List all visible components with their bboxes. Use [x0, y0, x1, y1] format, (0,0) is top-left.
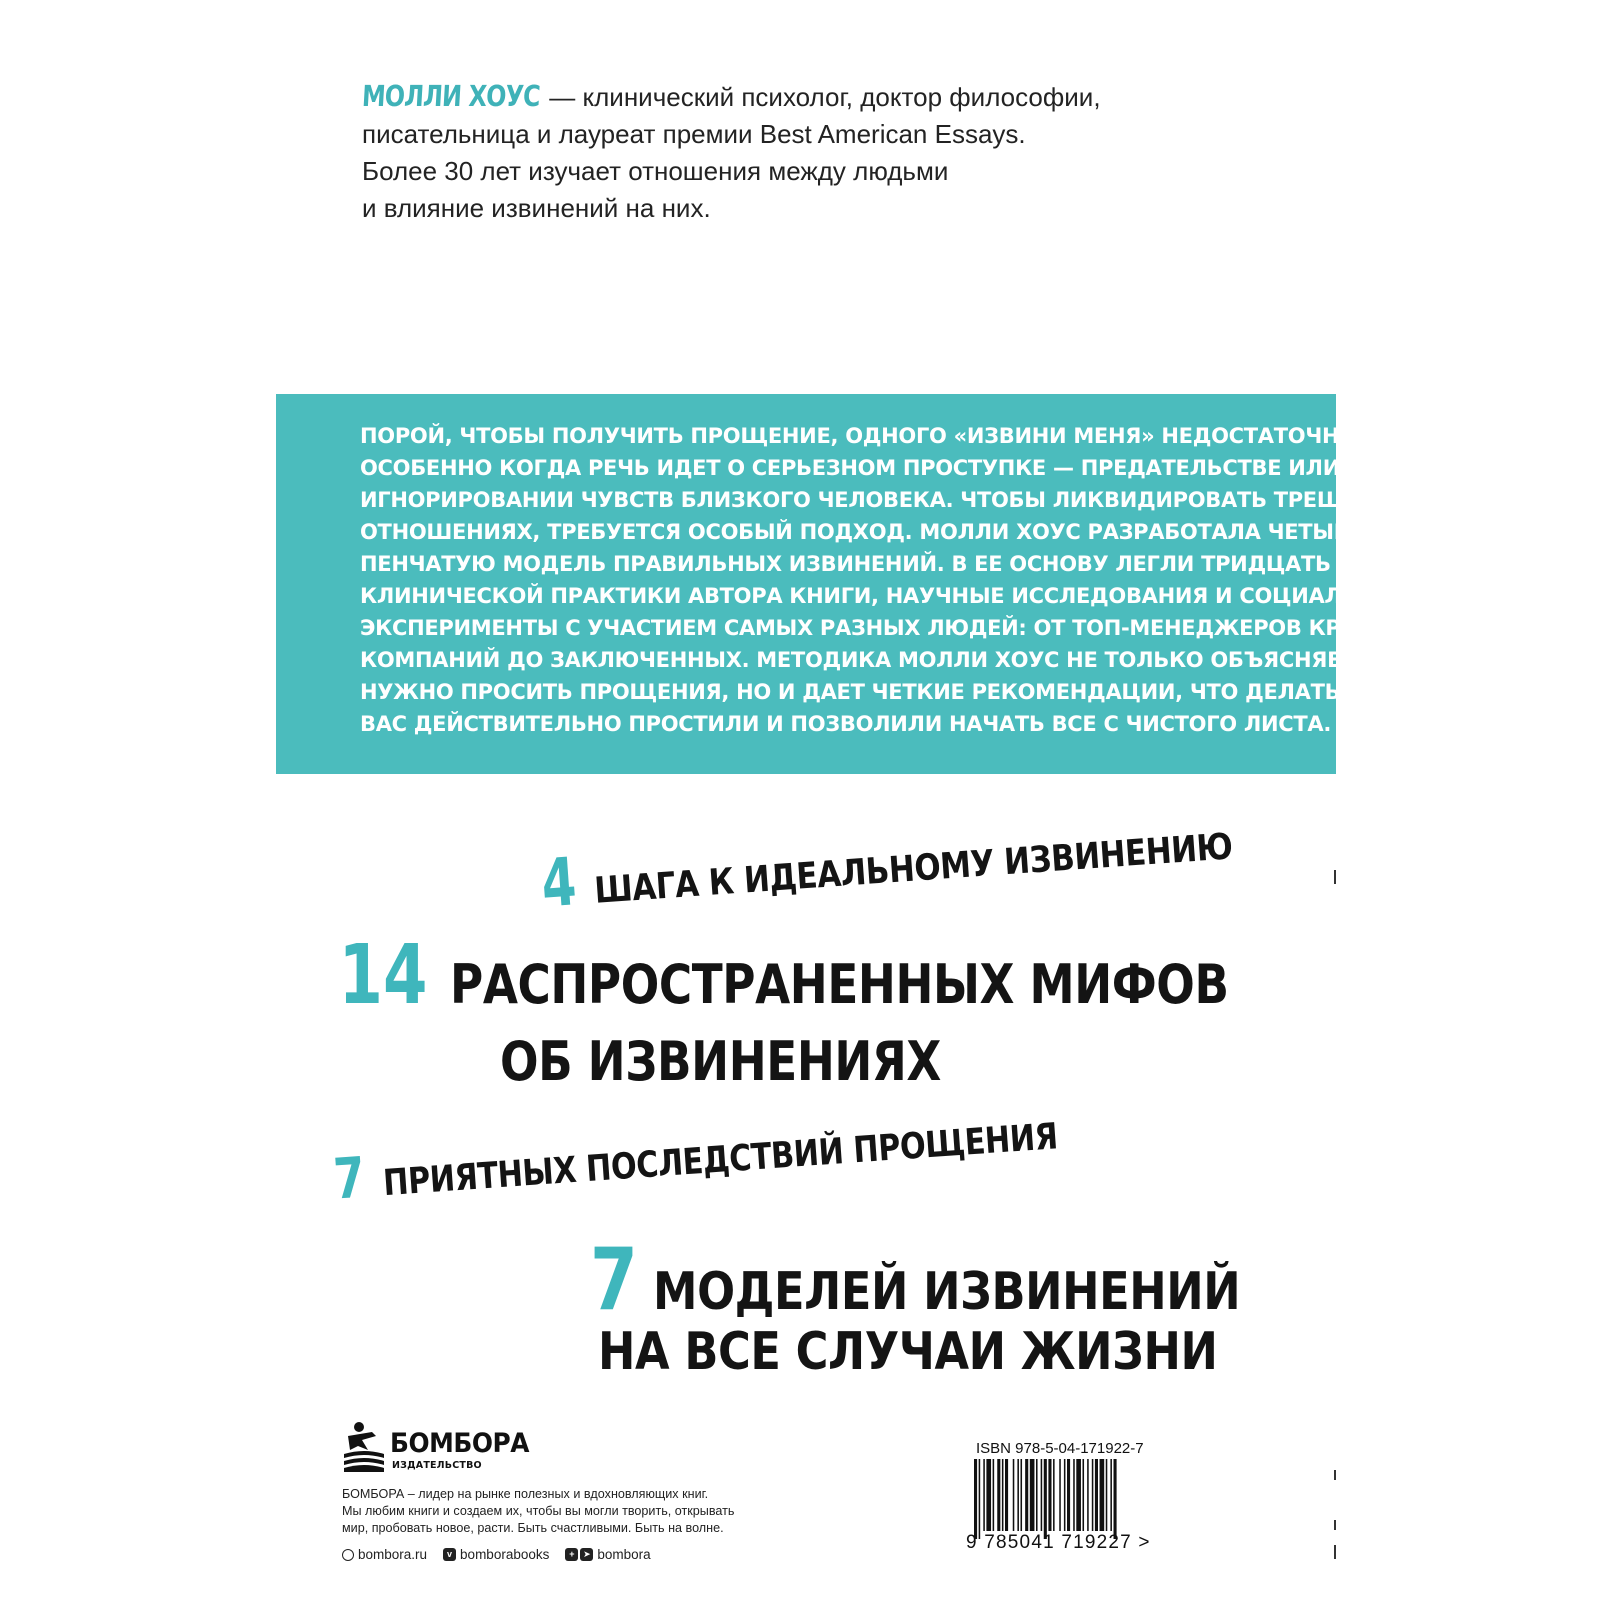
description-box — [276, 394, 1452, 774]
barcode-bar — [974, 1459, 977, 1539]
highlight-models-line2 — [598, 1322, 1318, 1382]
publisher-block — [342, 1420, 862, 1562]
publisher-description — [342, 1486, 862, 1537]
bio-line-1 — [362, 78, 1182, 116]
highlight-number: 7 — [331, 1145, 368, 1213]
telegram-link[interactable] — [565, 1547, 650, 1562]
barcode-bar — [1036, 1459, 1038, 1531]
barcode-bar — [1110, 1459, 1112, 1531]
bio-line-4: и влияние извинений на них. — [362, 193, 711, 223]
publisher-subtitle: ИЗДАТЕЛЬСТВО — [392, 1460, 482, 1471]
globe-icon — [342, 1549, 354, 1561]
bio-line-2: писательница и лауреат премии Best American Essays. — [362, 119, 1026, 149]
description-line: ПЕНЧАТУЮ МОДЕЛЬ ПРАВИЛЬНЫХ ИЗВИНЕНИЙ. В ЕЕ ОСНОВУ ЛЕГЛИ ТРИДЦАТЬ ЛЕТ — [360, 552, 1383, 576]
barcode-bar — [1076, 1459, 1081, 1531]
barcode-bar — [997, 1459, 1000, 1531]
barcode-bar — [1083, 1459, 1085, 1531]
barcode-bar — [986, 1459, 991, 1531]
barcode-bar — [1073, 1459, 1075, 1531]
publisher-description-line: БОМБОРА – лидер на рынке полезных и вдохновляющих книг. — [342, 1487, 709, 1501]
highlight-models — [584, 1230, 1336, 1330]
isbn-barcode — [966, 1440, 1202, 1553]
vk-icon: v — [443, 1548, 456, 1561]
highlight-text: НА ВСЕ СЛУЧАИ ЖИЗНИ — [598, 1322, 1218, 1382]
publisher-links — [342, 1547, 862, 1562]
highlight-consequences — [328, 1088, 1187, 1213]
barcode-bar — [1059, 1459, 1061, 1531]
vk-link-label: bomborabooks — [460, 1547, 550, 1562]
edge-mark — [1334, 1545, 1336, 1559]
highlight-text: РАСПРОСТРАНЕННЫХ МИФОВ — [449, 953, 1229, 1016]
barcode-bar — [979, 1459, 981, 1539]
highlight-steps — [533, 790, 1337, 923]
description-line: КОМПАНИЙ ДО ЗАКЛЮЧЕННЫХ. МЕТОДИКА МОЛЛИ ХОУС НЕ ТОЛЬКО ОБЪЯСНЯЕТ, КАК — [360, 648, 1420, 672]
description-line: ЭКСПЕРИМЕНТЫ С УЧАСТИЕМ САМЫХ РАЗНЫХ ЛЮДЕЙ: ОТ ТОП-МЕНЕДЖЕРОВ КРУПНЫХ — [360, 616, 1429, 640]
barcode-bar — [993, 1459, 995, 1531]
barcode-bar — [1044, 1459, 1047, 1539]
author-name: МОЛЛИ ХОУС — [361, 79, 541, 113]
description-line: ОТНОШЕНИЯХ, ТРЕБУЕТСЯ ОСОБЫЙ ПОДХОД. МОЛЛИ ХОУС РАЗРАБОТАЛА ЧЕТЫРЕХСТУ- — [360, 520, 1433, 544]
barcode-bar — [1106, 1459, 1108, 1531]
barcode-bar — [1092, 1459, 1094, 1531]
description-text — [360, 420, 1452, 740]
telegram-icon: ➤ — [580, 1548, 593, 1561]
website-link-label: bombora.ru — [358, 1547, 428, 1562]
highlight-text: ОБ ИЗВИНЕНИЯХ — [500, 1030, 941, 1093]
isbn-label: ISBN 978-5-04-171922-7 — [976, 1440, 1144, 1457]
bio-line-3: Более 30 лет изучает отношения между людьми — [362, 156, 949, 186]
plus-icon: + — [565, 1548, 578, 1561]
barcode-bar — [1087, 1459, 1089, 1531]
highlight-myths-line2 — [500, 1030, 1025, 1093]
highlight-text: МОДЕЛЕЙ ИЗВИНЕНИЙ — [653, 1262, 1241, 1322]
edge-mark — [1334, 1470, 1336, 1480]
barcode-image — [972, 1459, 1172, 1539]
description-line: ОСОБЕННО КОГДА РЕЧЬ ИДЕТ О СЕРЬЕЗНОМ ПРОСТУПКЕ — ПРЕДАТЕЛЬСТВЕ ИЛИ ДОЛГОМ — [360, 456, 1452, 480]
publisher-name: БОМБОРА — [390, 1428, 530, 1459]
description-line: КЛИНИЧЕСКОЙ ПРАКТИКИ АВТОРА КНИГИ, НАУЧНЫЕ ИССЛЕДОВАНИЯ И СОЦИАЛЬНЫЕ — [360, 584, 1411, 608]
barcode-bar — [1048, 1459, 1051, 1531]
highlight-number: 4 — [539, 843, 579, 923]
barcode-bar — [1002, 1459, 1004, 1531]
barcode-bar — [1064, 1459, 1066, 1531]
barcode-bar — [1005, 1459, 1008, 1531]
barcode-bar — [1114, 1459, 1117, 1539]
highlight-text: ШАГА К ИДЕАЛЬНОМУ ИЗВИНЕНИЮ — [592, 826, 1234, 912]
publisher-description-line: Мы любим книги и создаем их, чтобы вы могли творить, открывать — [342, 1504, 735, 1518]
highlight-myths — [326, 928, 1377, 1023]
highlight-text: ПРИЯТНЫХ ПОСЛЕДСТВИЙ ПРОЩЕНИЯ — [381, 1116, 1059, 1205]
description-line: ИГНОРИРОВАНИИ ЧУВСТВ БЛИЗКОГО ЧЕЛОВЕКА. ЧТОБЫ ЛИКВИДИРОВАТЬ ТРЕЩИНУ В — [360, 488, 1418, 512]
barcode-bar — [1095, 1459, 1098, 1531]
edge-mark — [1334, 1520, 1336, 1530]
barcode-bar — [1067, 1459, 1070, 1531]
barcode-bar — [983, 1459, 985, 1531]
bio-line-1-text: — клинический психолог, доктор философии, — [549, 82, 1101, 112]
barcode-bar — [1021, 1459, 1023, 1531]
highlight-number: 7 — [589, 1230, 638, 1330]
barcode-bar — [1100, 1459, 1105, 1531]
edge-mark — [1334, 870, 1336, 884]
barcode-bar — [1041, 1459, 1043, 1531]
barcode-bar — [1013, 1459, 1015, 1531]
bombora-logo-icon — [342, 1420, 386, 1472]
publisher-logo — [342, 1420, 862, 1476]
vk-link[interactable] — [443, 1547, 549, 1562]
description-line: ПОРОЙ, ЧТОБЫ ПОЛУЧИТЬ ПРОЩЕНИЕ, ОДНОГО «ИЗВИНИ МЕНЯ» НЕДОСТАТОЧНО. — [360, 424, 1365, 448]
publisher-description-line: мир, пробовать новое, расти. Быть счастливыми. Быть на волне. — [342, 1521, 724, 1535]
barcode-bar — [1030, 1459, 1035, 1531]
description-line: НУЖНО ПРОСИТЬ ПРОЩЕНИЯ, НО И ДАЕТ ЧЕТКИЕ РЕКОМЕНДАЦИИ, ЧТО ДЕЛАТЬ, ЧТОБЫ — [360, 680, 1441, 704]
description-line: ВАС ДЕЙСТВИТЕЛЬНО ПРОСТИЛИ И ПОЗВОЛИЛИ НАЧАТЬ ВСЕ С ЧИСТОГО ЛИСТА. — [360, 712, 1332, 736]
barcode-digits: 9 785041 719227 > — [966, 1532, 1151, 1553]
highlight-number: 14 — [338, 928, 428, 1023]
barcode-bar — [1025, 1459, 1028, 1531]
barcode-bar — [1017, 1459, 1019, 1531]
telegram-link-label: bombora — [597, 1547, 651, 1562]
author-bio — [362, 78, 1182, 227]
website-link[interactable] — [342, 1547, 427, 1562]
barcode-bar — [1053, 1459, 1055, 1531]
